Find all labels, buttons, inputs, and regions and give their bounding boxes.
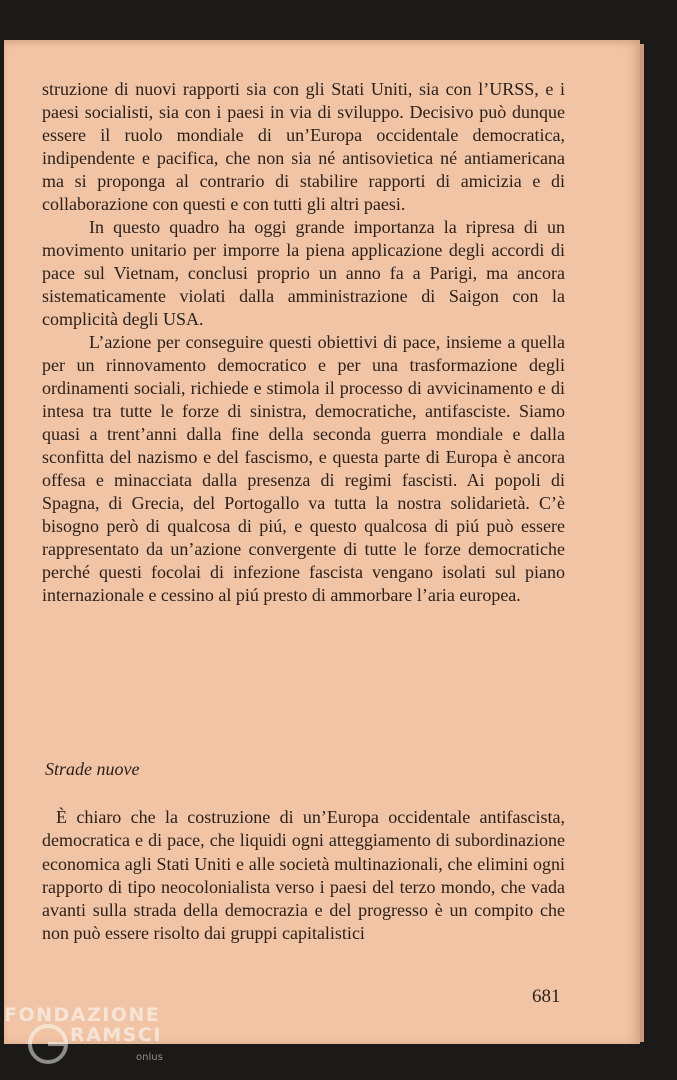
section-heading: Strade nuove (45, 759, 140, 779)
watermark-line1: FONDAZIONE (4, 1004, 161, 1026)
paragraph-1: struzione di nuovi rapporti sia con gli Stati Uniti, sia con l’URSS, e i paesi socialisti, sia con i paesi in via di sviluppo. Decisivo può dunque essere il ruolo mondiale di un’Europa occidentale democratica, indipendente e pacifica, che non sia né antisovietica né antiamericana ma si proponga al contrario di stabilire rapporti di amicizia e di collaborazione con questi e con tutti gli altri paesi. (42, 79, 565, 214)
watermark-onlus: onlus (136, 1052, 163, 1063)
page-number: 681 (532, 986, 561, 1007)
body-text (42, 78, 565, 607)
paragraph-3: L’azione per conseguire questi obiettivi di pace, insieme a quella per un rinnovamento democratico e per una trasformazione degli ordinamenti sociali, richiede e stimola il processo di avvicinamento e di intesa tra tutte le forze di sinistra, democratiche, antifasciste. Siamo quasi a trent’anni dalla fine della seconda guerra mondiale e dalla sconfitta del nazismo e del fascismo, e questa parte di Europa è ancora offesa e minacciata dalla presenza di regimi fascisti. Ai popoli di Spagna, di Grecia, del Portogallo va tutta la nostra solidarietà. C’è bisogno però di qualcosa di piú, e questo qualcosa di piú può essere rappresentato da un’azione convergente di tutte le forze democratiche perché questi focolai di infezione fascista vengano isolati sul piano internazionale e cessino al piú presto di ammorbare l’aria europea. (42, 332, 565, 605)
paragraph-2: In questo quadro ha oggi grande importanza la ripresa di un movimento unitario per imporre la piena applicazione degli accordi di pace sul Vietnam, conclusi proprio un anno fa a Parigi, ma ancora sistematicamente violati dalla amministrazione di Saigon con la complicità degli USA. (42, 217, 565, 329)
section-paragraph: È chiaro che la costruzione di un’Europa occidentale antifascista, democratica e di pace, che liquidi ogni atteggiamento di subordinazione economica agli Stati Uniti e alle società multinazionali, che elimini ogni rapporto di tipo neocolonialista verso i paesi del terzo mondo, che vada avanti sulla strada della democrazia e del progresso è un compito che non può essere risolto dai gruppi capitalistici (42, 807, 565, 944)
page-edge (640, 44, 644, 1042)
section-body (42, 806, 565, 946)
watermark (4, 1004, 184, 1076)
g-logo-icon (26, 1022, 70, 1066)
watermark-line2: RAMSCI (70, 1024, 162, 1046)
